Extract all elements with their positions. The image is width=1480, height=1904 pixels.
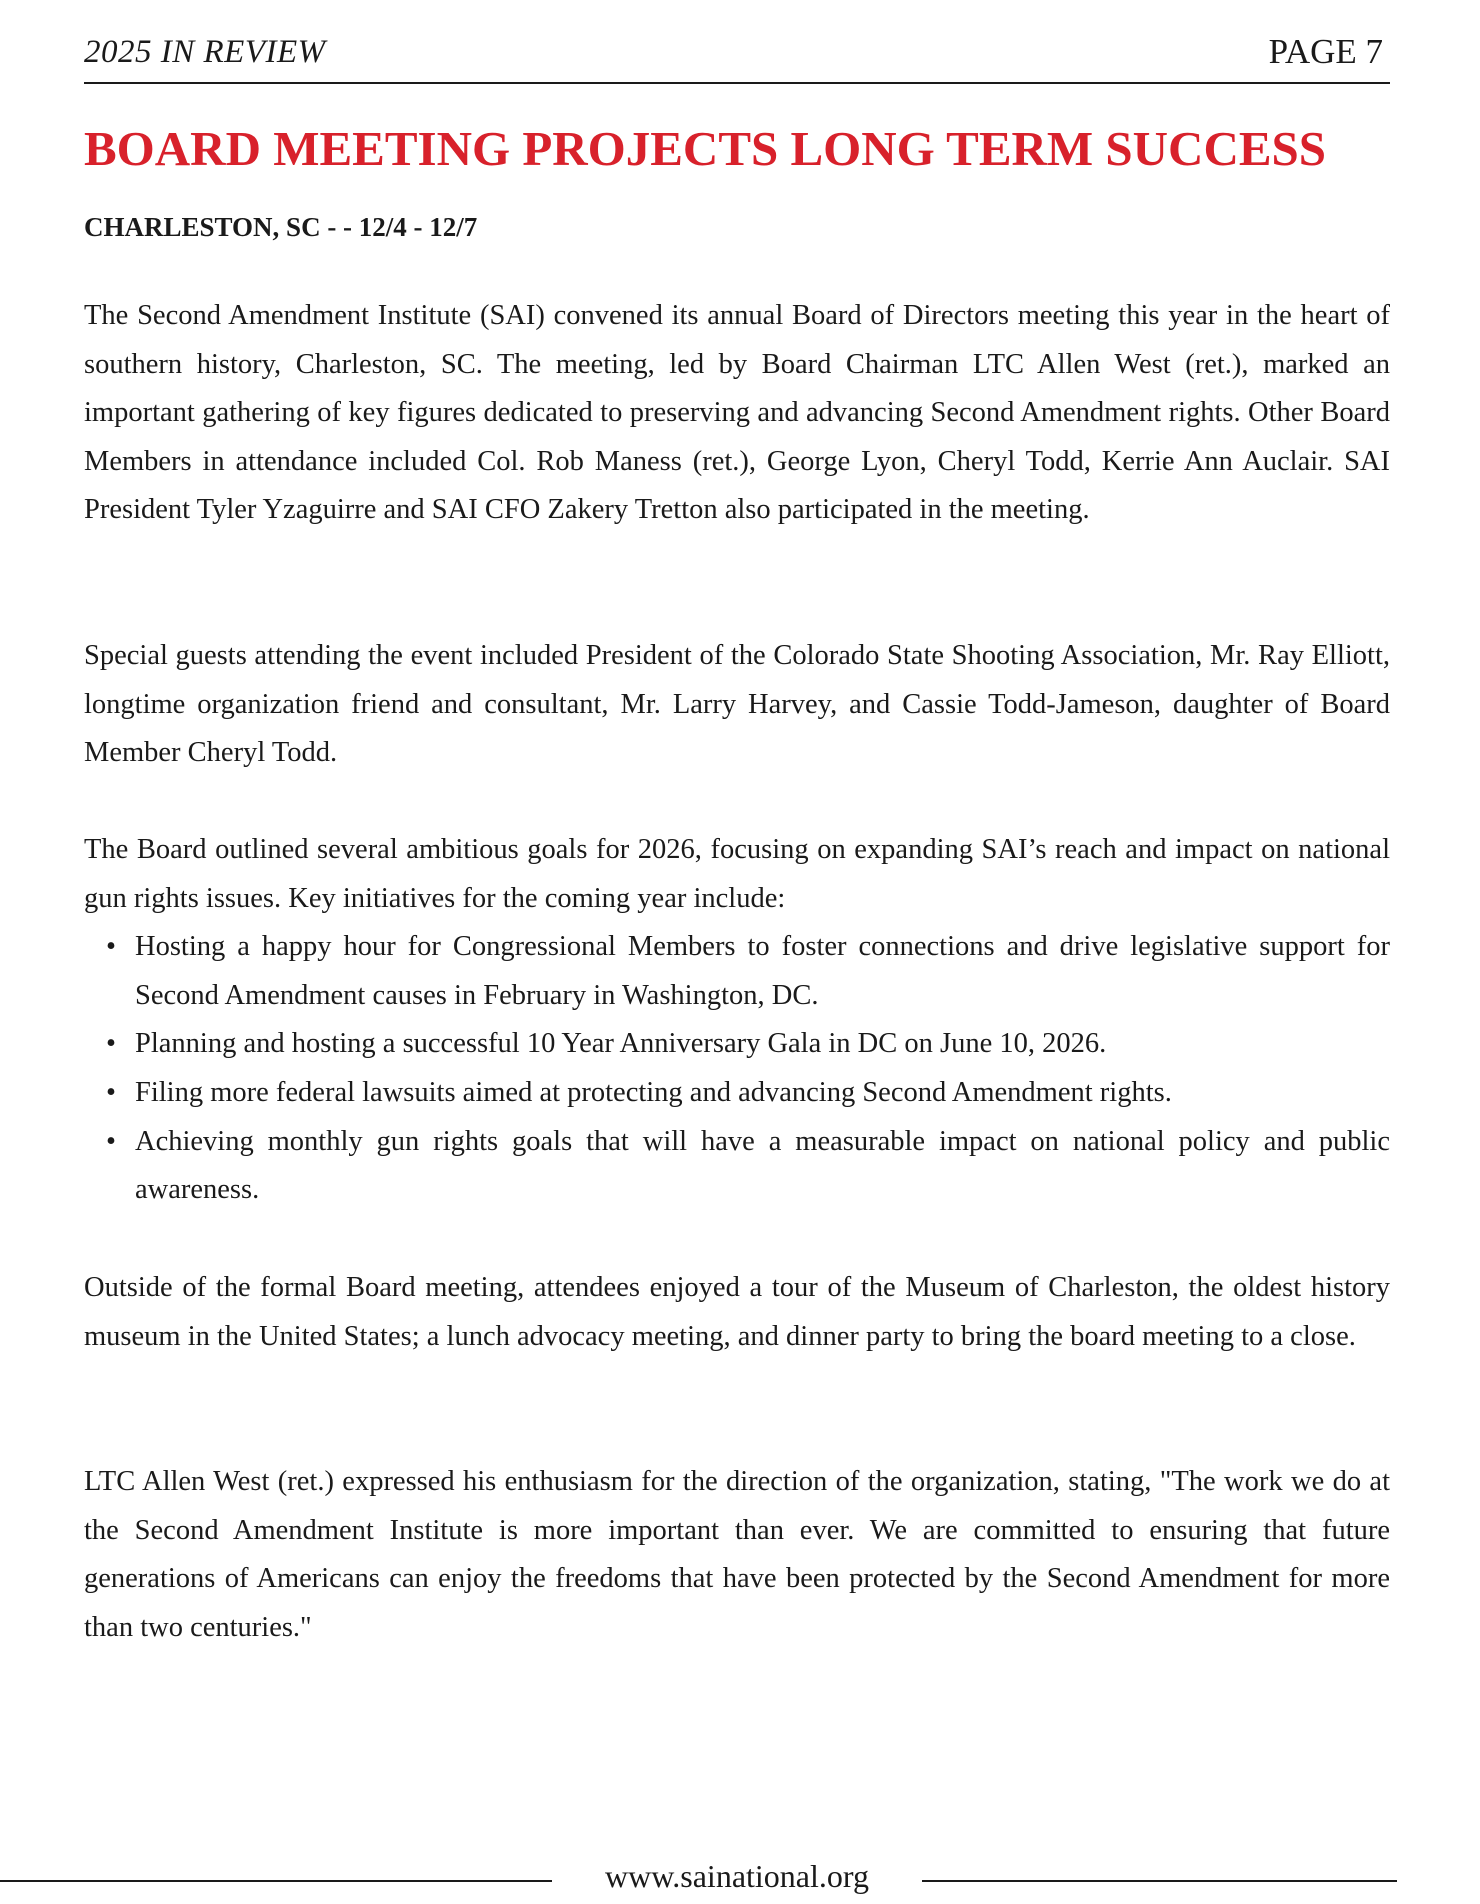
- paragraph-text: Outside of the formal Board meeting, attendees enjoyed a tour of the Museum of Charleston, the oldest history museum in the United States; a lunch advocacy meeting, and dinner party to bring the board meeting to a close.: [84, 1272, 1390, 1352]
- article-paragraph-3: [84, 826, 1390, 1215]
- article-headline: BOARD MEETING PROJECTS LONG TERM SUCCESS: [84, 121, 1327, 176]
- footer-divider-right: [922, 1880, 1397, 1882]
- page-number: PAGE 7: [1268, 32, 1383, 71]
- initiative-item: • Hosting a happy hour for Congressional Members to foster connections and drive legislative support for Second Amendment causes in February in Washington, DC.: [84, 923, 1390, 1020]
- article-paragraph-5: [84, 1458, 1390, 1652]
- initiative-item: • Filing more federal lawsuits aimed at protecting and advancing Second Amendment rights.: [84, 1069, 1390, 1118]
- article-paragraph-2: [84, 632, 1390, 778]
- initiatives-list: [84, 923, 1390, 1215]
- article-paragraph-1: [84, 292, 1390, 535]
- article-dateline: CHARLESTON, SC - - 12/4 - 12/7: [84, 212, 478, 242]
- paragraph-text: The Second Amendment Institute (SAI) convened its annual Board of Directors meeting this year in the heart of southern history, Charleston, SC. The meeting, led by Board Chairman LTC Allen West (ret.), marked an important gathering of key figures dedicated to preserving and advancing Second Amendment rights. Other Board Members in attendance included Col. Rob Maness (ret.), George Lyon, Cheryl Todd, Kerrie Ann Auclair. SAI President Tyler Yzaguirre and SAI CFO Zakery Tretton also participated in the meeting.: [84, 300, 1390, 526]
- article-paragraph-4: [84, 1264, 1390, 1361]
- footer-divider-left: [0, 1880, 552, 1882]
- page-header: [84, 30, 1390, 84]
- footer-url[interactable]: www.sainational.org: [605, 1858, 869, 1894]
- section-title: 2025 IN REVIEW: [84, 34, 326, 70]
- initiative-item: • Planning and hosting a successful 10 Year Anniversary Gala in DC on June 10, 2026.: [84, 1020, 1390, 1069]
- initiative-item: • Achieving monthly gun rights goals that will have a measurable impact on national policy and public awareness.: [84, 1118, 1390, 1215]
- paragraph-text: The Board outlined several ambitious goals for 2026, focusing on expanding SAI’s reach and impact on national gun rights issues. Key initiatives for the coming year include:: [84, 834, 1390, 914]
- paragraph-text: LTC Allen West (ret.) expressed his enthusiasm for the direction of the organization, stating, "The work we do at the Second Amendment Institute is more important than ever. We are committed to ensuring that future generations of Americans can enjoy the freedoms that have been protected by the Second Amendment for more than two centuries.": [84, 1466, 1390, 1643]
- paragraph-text: Special guests attending the event included President of the Colorado State Shooting Association, Mr. Ray Elliott, longtime organization friend and consultant, Mr. Larry Harvey, and Cassie Todd-Jameson, daughter of Board Member Cheryl Todd.: [84, 640, 1390, 769]
